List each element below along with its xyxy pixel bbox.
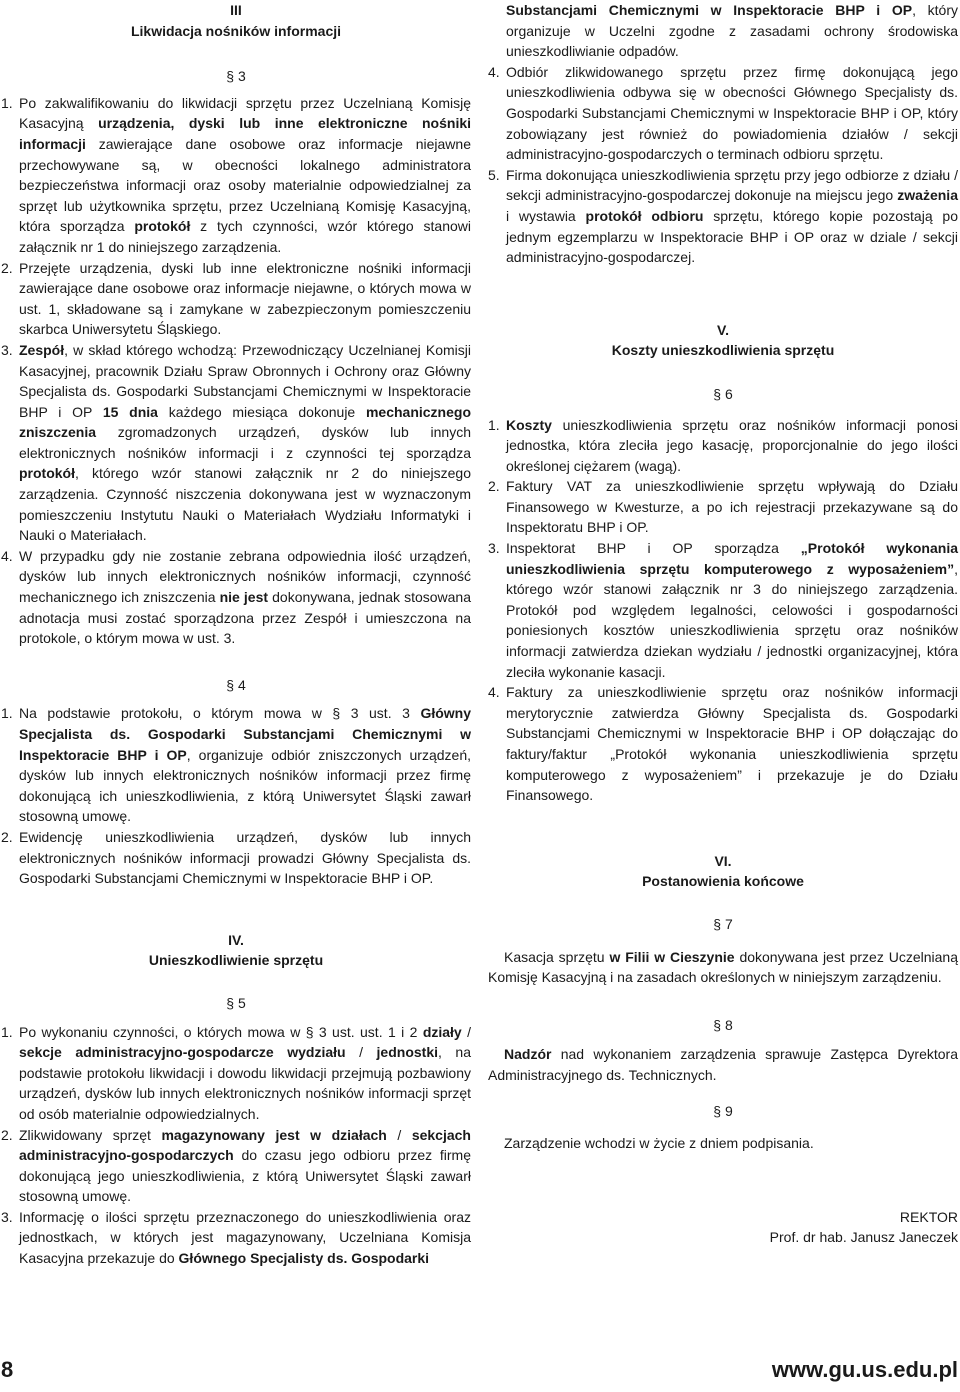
item-text: Ewidencję unieszkodliwienia urządzeń, dysków lub innych elektronicznych nośników informacji prowadzi Główny Specjalista ds. Gospodarki Substancjami Chemicznymi w Inspektoracie BHP i OP.	[19, 828, 471, 887]
item-text: Po wykonaniu czynności, o których mowa w § 3 ust. ust. 1 i 2 działy / sekcje administracyjno-gospodarcze wydziału / jednostki, na podstawie protokołu likwidacji i dowodu likwidacji przejmują pozbawiony urządzeń, dysków lub innych elektronicznych nośników informacji sprzęt od osób materialnie odpowiedzialnych.	[19, 1023, 472, 1122]
item-text: Firma dokonująca unieszkodliwienia sprzętu przy jego odbiorze z działu / sekcji administracyjno-gospodarczej dokonuje na miejscu jego zważenia i wystawia protokół odbioru sprzętu, którego kopie pozostają po jednym egzemplarzu w Inspektoracie BHP i OP oraz w dziale / sekcji administracyjno-gospodarczej.	[506, 166, 958, 266]
list-item	[1, 827, 471, 889]
list-item	[1, 340, 471, 546]
item-text: Faktury VAT za unieszkodliwienie sprzętu wpływają do Działu Finansowego w Kwesturze, a po ich rejestracji przekazywane są do Inspektoratu BHP i OP.	[506, 478, 958, 536]
item-text: Na podstawie protokołu, o którym mowa w § 3 ust. 3 Główny Specjalista ds. Gospodarki Substancjami Chemicznymi w Inspektoracie BHP i OP, organizuje odbiór zniszczonych urządzeń, dysków lub innych elektronicznych nośników informacji przez firmę dokonującą ich unieszkodliwienia, z którą Uniwersytet Śląski zawarł stosowną umowę.	[19, 705, 472, 825]
paragraph-3-list	[1, 93, 471, 649]
list-item	[1, 1022, 471, 1125]
item-number: 4.	[488, 684, 500, 701]
list-item	[488, 538, 958, 682]
item-text: Odbiór zlikwidowanego sprzętu przez firmę dokonującą jego unieszkodliwienia odbywa się w obecności Głównego Specjalisty ds. Gospodarki Substancjami Chemicznymi w Inspektoracie BHP i OP, który zobowiązany jest również do powiadomienia działów / sekcji administracyjno-gospodarczych o terminach odbioru sprzętu.	[506, 63, 958, 163]
chapter-6-number: VI.	[714, 852, 732, 869]
chapter-5-number: V.	[717, 321, 729, 338]
list-item	[488, 476, 958, 538]
paragraph-5-list-continued	[488, 62, 958, 268]
left-column	[1, 0, 471, 1269]
item-text: Inspektorat BHP i OP sporządza „Protokół wykonania unieszkodliwienia sprzętu komputerowego z wyposażeniem”, którego wzór stanowi załącznik nr 3 do niniejszego zarządzenia. Protokół pod względem legalności, celowości i gospodarności poniesionych kosztów unieszkodliwienia sprzętu oraz nośników informacji zatwierdza dziekan wydziału / jednostki organizacyjnej, która zleciła wykonanie kasacji.	[506, 540, 959, 680]
item-number: 3.	[1, 1208, 13, 1225]
item-number: 3.	[488, 540, 500, 557]
chapter-3-heading	[1, 0, 471, 41]
page-number: 8	[1, 1357, 14, 1382]
paragraph-3-heading: § 3	[226, 68, 246, 85]
chapter-5-heading	[488, 320, 958, 361]
paragraph-5-heading: § 5	[226, 994, 246, 1011]
list-item	[1, 1207, 471, 1269]
item-number: 2.	[1, 1126, 13, 1143]
chapter-3-title: Likwidacja nośników informacji	[130, 22, 342, 39]
item-number: 1.	[488, 416, 500, 433]
paragraph-7-text: Kasacja sprzętu w Filii w Cieszynie dokonywana jest przez Uczelnianą Komisję Kasacyjną i na zasadach określonych w niniejszym zarządzeniu.	[488, 948, 958, 986]
list-item	[488, 165, 958, 268]
item-number: 1.	[1, 705, 13, 722]
paragraph-6-heading: § 6	[713, 385, 733, 402]
paragraph-9-text: Zarządzenie wchodzi w życie z dniem podpisania.	[504, 1135, 814, 1152]
paragraph-8-heading: § 8	[713, 1016, 733, 1033]
list-item	[1, 1125, 471, 1207]
item-number: 1.	[1, 94, 13, 111]
item-text: Po zakwalifikowaniu do likwidacji sprzętu przez Uczelnianą Komisję Kasacyjną urządzenia, dyski lub inne elektroniczne nośniki informacji zawierające dane osobowe oraz informacje niejawne przechowywane są, w obecności lokalnego administratora bezpieczeństwa informacji oraz osoby materialnie odpowiedzialnej za sprzęt lub użytkownika sprzętu, przez Uczelnianą Komisję Kasacyjną, która sporządza protokół z tych czynności, wzór którego stanowi załącznik nr 1 do niniejszego zarządzenia.	[19, 94, 472, 255]
chapter-4-title: Unieszkodliwienie sprzętu	[148, 952, 324, 969]
item-number: 3.	[1, 341, 13, 358]
chapter-4-heading	[1, 930, 471, 971]
chapter-6-title: Postanowienia końcowe	[642, 873, 804, 890]
item-text: Zespół, w skład którego wchodzą: Przewodniczący Uczelnianej Komisji Kasacyjnej, pracownik Działu Spraw Obronnych i Ochrony oraz Główny Specjalista ds. Gospodarki Substancjami Chemicznymi w Inspektoracie BHP i OP 15 dnia każdego miesiąca dokonuje mechanicznego zniszczenia zgromadzonych urządzeń, dysków lub innych elektronicznych nośników informacji i z czynności tej sporządza protokół, którego wzór stanowi załącznik nr 2 do niniejszego zarządzenia. Czynność niszczenia dokonywana jest w wyznaczonym pomieszczeniu Instytutu Nauki o Materiałach Wydziału Informatyki i Nauki o Materiałach.	[19, 341, 471, 544]
chapter-3-number: III	[230, 2, 242, 18]
item-number: 2.	[488, 478, 500, 495]
chapter-6-heading	[488, 851, 958, 892]
signature-name: Prof. dr hab. Janusz Janeczek	[769, 1229, 958, 1246]
item-text: Koszty unieszkodliwienia sprzętu oraz nośników informacji ponosi jednostka, która zleciła jego kasację, proporcjonalnie do jego ilości określonej ciężarem (wagą).	[506, 416, 958, 474]
item-number: 1.	[1, 1023, 13, 1040]
paragraph-4-list	[1, 703, 471, 888]
paragraph-8-text: Nadzór nad wykonaniem zarządzenia sprawuje Zastępca Dyrektora Administracyjnego ds. Technicznych.	[488, 1046, 958, 1083]
list-item	[488, 415, 958, 477]
paragraph-5-continuation: Substancjami Chemicznymi w Inspektoracie BHP i OP, który organizuje w Uczelni zgodne z zasadami ochrony środowiska unieszkodliwianie odpadów.	[506, 2, 958, 60]
signature-role: REKTOR	[899, 1208, 958, 1225]
paragraph-7-heading: § 7	[713, 915, 733, 932]
item-number: 2.	[1, 259, 13, 276]
paragraph-6-list	[488, 415, 958, 806]
paragraph-9-heading: § 9	[713, 1102, 733, 1119]
page-footer	[0, 1357, 960, 1391]
item-text: Informację o ilości sprzętu przeznaczonego do unieszkodliwienia oraz jednostkach, w których jest magazynowany, Uczelniana Komisja Kasacyjna przekazuje do Głównego Specjalisty ds. Gospodarki	[19, 1208, 471, 1267]
item-number: 2.	[1, 828, 13, 845]
item-number: 4.	[488, 63, 500, 80]
item-text: Faktury za unieszkodliwienie sprzętu oraz nośników informacji merytorycznie zatwierdza Główny Specjalista ds. Gospodarki Substancjami Chemicznymi w Inspektoracie BHP i OP dołączając do faktury/faktur „Protokół wykonania unieszkodliwienia sprzętu komputerowego z wyposażeniem” i przekazuje je do Działu Finansowego.	[506, 684, 958, 804]
list-item	[488, 682, 958, 806]
chapter-5-title: Koszty unieszkodliwienia sprzętu	[611, 342, 835, 359]
chapter-4-number: IV.	[228, 931, 244, 948]
list-item	[1, 546, 471, 649]
paragraph-5-list	[1, 1022, 471, 1269]
list-item	[488, 62, 958, 165]
item-text: Zlikwidowany sprzęt magazynowany jest w działach / sekcjach administracyjno-gospodarczych do czasu jego odbioru przez firmę dokonującą jego unieszkodliwienia, z którą Uniwersytet Śląski zawarł stosowną umowę.	[19, 1126, 471, 1205]
right-column	[488, 0, 958, 1248]
item-number: 4.	[1, 547, 13, 564]
list-item	[1, 93, 471, 258]
list-item	[1, 258, 471, 340]
item-text: W przypadku gdy nie zostanie zebrana odpowiednia ilość urządzeń, dysków lub innych elektronicznych nośników informacji, czynność mechanicznego ich zniszczenia nie jest dokonywana, jednak stosowana adnotacja musi zostać sporządzona przez Zespół i umieszczona na protokole, o którym mowa w ust. 3.	[19, 547, 472, 647]
item-text: Przejęte urządzenia, dyski lub inne elektroniczne nośniki informacji zawierające dane osobowe oraz informacje niejawne, o których mowa w ust. 1, składowane są i zamykane w zabezpieczonym pomieszczeniu skarbca Uniwersytetu Śląskiego.	[19, 259, 471, 338]
item-number: 5.	[488, 166, 500, 183]
list-item	[1, 703, 471, 827]
website-link[interactable]: www.gu.us.edu.pl	[771, 1357, 958, 1382]
paragraph-4-heading: § 4	[226, 676, 246, 693]
